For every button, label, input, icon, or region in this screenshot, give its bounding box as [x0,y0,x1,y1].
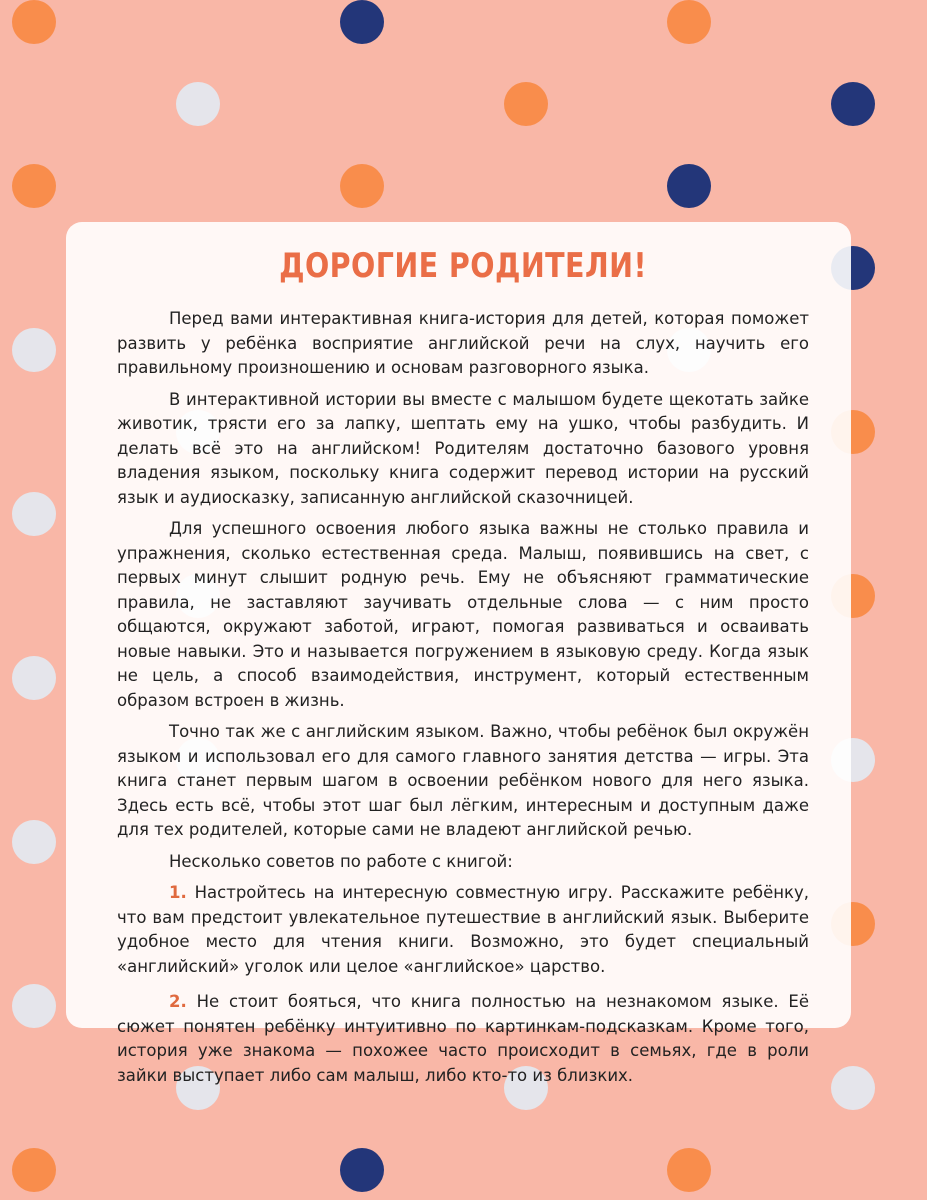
polka-dot [12,656,56,700]
paragraph: Для успешного освоения любого языка важны не столько правила и упражнения, сколько естественная среда. Малыш, появившись на свет, с первых минут слышит родную речь. Ему не объясняют грамматические правила, не заставляют заучивать отдельные слова — с ним просто общаются, окружают заботой, играют, помогая развиваться и осваивать новые навыки. Это и называется погружением в языковую среду. Когда язык не цель, а способ взаимодействия, инструмент, который естественным образом встроен в жизнь. [117,519,809,710]
polka-dot [340,1148,384,1192]
polka-dot [12,820,56,864]
polka-dot [340,0,384,44]
polka-dot [667,1148,711,1192]
tips-intro: Несколько советов по работе с книгой: [169,851,513,871]
polka-dot [12,492,56,536]
polka-dot [12,1148,56,1192]
tip-item [117,990,809,1088]
page-title: ДОРОГИЕ РОДИТЕЛИ! [279,246,647,286]
polka-dot [340,164,384,208]
polka-dot [176,82,220,126]
polka-dot [667,0,711,44]
letter-card [66,222,851,1085]
tip-text: Настройтесь на интересную совместную игру. Расскажите ребёнку, что вам предстоит увлекательное путешествие в английский язык. Выберите удобное место для чтения книги. Возможно, это будет специальный «английский» уголок или целое «английское» царство. [117,883,809,976]
paragraph: Точно так же с английским языком. Важно, чтобы ребёнок был окружён языком и использовал его для самого главного занятия детства — игры. Эта книга станет первым шагом в освоении ребёнком нового для него языка. Здесь есть всё, чтобы этот шаг был лёгким, интересным и доступным даже для тех родителей, которые сами не владеют английской речью. [117,722,809,839]
polka-dot [667,164,711,208]
paragraph: Перед вами интерактивная книга-история для детей, которая поможет развить у ребёнка восприятие английской речи на слух, научить его правильному произношению и основам разговорного языка. [117,309,809,377]
polka-dot [12,984,56,1028]
tip-text: Не стоит бояться, что книга полностью на незнакомом языке. Её сюжет понятен ребёнку интуитивно по картинкам-подсказкам. Кроме того, история уже знакома — похожее часто происходит в семьях, где в роли зайки выступает либо сам малыш, либо кто-то из близких. [117,992,809,1085]
polka-dot [504,82,548,126]
polka-dot [12,0,56,44]
tip-number: 1. [169,883,187,902]
tip-number: 2. [169,992,187,1011]
tip-item [117,881,809,979]
polka-dot [12,328,56,372]
polka-dot [831,82,875,126]
paragraph: В интерактивной истории вы вместе с малышом будете щекотать зайке животик, трясти его за лапку, шептать ему на ушко, чтобы разбудить. И делать всё это на английском! Родителям достаточно базового уровня владения языком, поскольку книга содержит перевод истории на русский язык и аудиосказку, записанную английской сказочницей. [117,389,809,507]
polka-dot [831,1066,875,1110]
polka-dot [12,164,56,208]
